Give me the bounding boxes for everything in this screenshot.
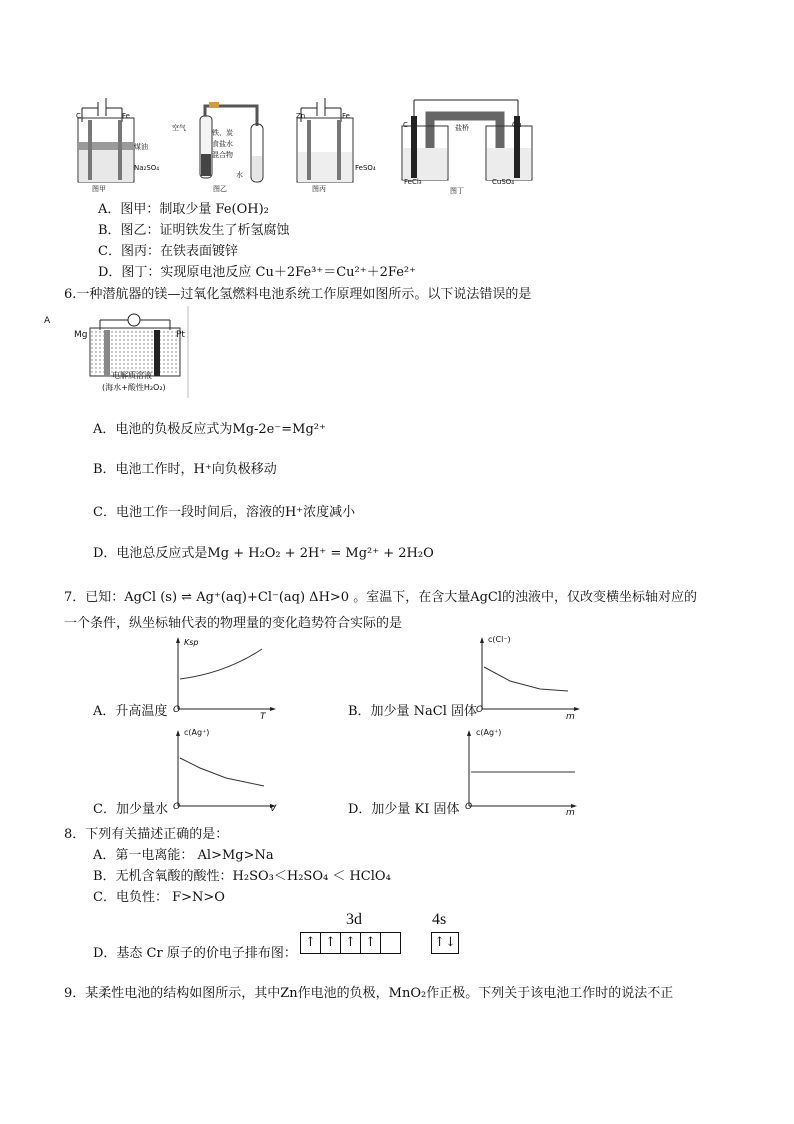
orbital-3d-box: ↑ (340, 932, 361, 954)
q6-option-a: A．电池的负极反应式为Mg-2e⁻=Mg²⁺ (93, 422, 326, 437)
jia-oil-label: 煤油 (134, 143, 148, 151)
ding-left-electrode: C (403, 121, 408, 129)
graph-a-ylabel: Ksp (184, 638, 199, 647)
yi-caption: 图乙 (213, 185, 227, 193)
graph-c-xlabel: V (270, 804, 277, 814)
ding-bridge-label: 盐桥 (455, 124, 469, 132)
jia-left-electrode: C (76, 112, 81, 120)
q8-stem: 8．下列有关描述正确的是： (64, 827, 229, 842)
ding-right-solution: CuSO₄ (492, 178, 515, 186)
q8-option-a: A．第一电离能： Al>Mg>Na (93, 848, 274, 863)
bing-solution-label: FeSO₄ (355, 164, 376, 172)
q7-option-b: B．加少量 NaCl 固体 (348, 704, 478, 719)
orbital-3d-box: ↑ (300, 932, 321, 954)
q7-stem-line2: 一个条件，纵坐标轴代表的物理量的变化趋势符合实际的是 (64, 616, 403, 631)
graph-b (480, 637, 580, 713)
q8-option-c: C．电负性： F>N>O (93, 890, 225, 905)
q5-option-a: A．图甲：制取少量 Fe(OH)₂ (98, 202, 269, 217)
orbital-3d-box: ↑ (320, 932, 341, 954)
orbital-3d-label: 3d (346, 911, 362, 928)
graph-d (467, 730, 577, 810)
jia-solution-label: Na₂SO₄ (134, 164, 160, 172)
graph-a-xlabel: T (260, 712, 266, 722)
yi-water-label: 水 (236, 171, 243, 179)
cell-right-electrode: Pt (176, 330, 185, 340)
graph-d-ylabel: c(Ag⁺) (476, 728, 502, 737)
graph-b-xlabel: m (566, 712, 575, 722)
q5-option-d: D．图丁：实现原电池反应 Cu＋2Fe³⁺＝Cu²⁺＋2Fe²⁺ (98, 265, 416, 280)
graph-b-ylabel: c(Cl⁻) (488, 635, 511, 644)
graph-c-ylabel: c(Ag⁺) (184, 728, 210, 737)
orbital-4s-boxes (432, 932, 459, 954)
orbital-4s-label: 4s (432, 911, 447, 928)
cell-meter-label: A (44, 316, 51, 326)
cell-caption-1: 电解质溶液 (112, 371, 152, 380)
q8-option-d: D．基态 Cr 原子的价电子排布图： (93, 946, 297, 961)
graph-c-origin: O (173, 802, 181, 812)
graph-d-xlabel: m (566, 808, 575, 818)
ding-left-solution: FeCl₃ (404, 178, 422, 186)
cell-caption-2: (海水+酸性H₂O₂) (102, 383, 166, 392)
q7-option-a: A．升高温度 (93, 704, 168, 719)
jia-caption: 图甲 (92, 185, 106, 193)
graph-c (176, 730, 276, 810)
orbital-3d-box: ↑ (360, 932, 381, 954)
yi-mix-label-2: 食盐水 (212, 140, 233, 148)
figure-ding (400, 96, 535, 186)
bing-right-electrode: Fe (342, 112, 350, 120)
figure-bing (297, 98, 367, 193)
yi-mix-label-1: 铁、炭 (212, 129, 233, 137)
orbital-4s-box: ↑↓ (431, 932, 459, 954)
q6-stem: 6.一种潜航器的镁—过氧化氢燃料电池系统工作原理如图所示。以下说法错误的是 (64, 287, 532, 302)
q5-option-c: C．图丙：在铁表面镀锌 (98, 244, 238, 259)
jia-right-electrode: Fe (122, 112, 130, 120)
q6-option-d: D．电池总反应式是Mg + H₂O₂ + 2H⁺ = Mg²⁺ + 2H₂O (93, 546, 434, 561)
ding-caption: 图丁 (450, 187, 464, 195)
orbital-3d-boxes (301, 932, 401, 954)
q7-stem-line1: 7．已知：AgCl (s) ⇌ Ag⁺(aq)+Cl⁻(aq) ΔH>0 。室温下，在含大量AgCl的浊液中，仅改变横坐标轴对应的 (64, 590, 698, 605)
q7-option-c: C．加少量水 (93, 802, 168, 817)
yi-air-label: 空气 (172, 124, 186, 132)
graph-d-origin: O (465, 802, 473, 812)
q6-option-b: B．电池工作时，H⁺向负极移动 (93, 462, 277, 477)
bing-left-electrode: Zn (296, 112, 306, 120)
cell-left-electrode: Mg (74, 330, 88, 340)
q8-option-b: B．无机含氧酸的酸性：H₂SO₃＜H₂SO₄ ＜ HClO₄ (93, 869, 391, 884)
graph-a (176, 637, 276, 713)
graph-b-origin: O (476, 705, 484, 715)
q7-option-d: D．加少量 KI 固体 (348, 802, 460, 817)
q6-option-c: C．电池工作一段时间后，溶液的H⁺浓度减小 (93, 505, 356, 520)
q5-option-b: B．图乙：证明铁发生了析氢腐蚀 (98, 223, 290, 238)
orbital-3d-box (380, 932, 401, 954)
bing-caption: 图丙 (312, 185, 326, 193)
yi-mix-label-3: 混合物 (212, 151, 233, 159)
q9-stem: 9．某柔性电池的结构如图所示，其中Zn作电池的负极，MnO₂作正极。下列关于该电池工作时的说法不正 (64, 986, 674, 1001)
ding-right-electrode: Cu (512, 121, 522, 129)
graph-a-origin: O (173, 705, 181, 715)
